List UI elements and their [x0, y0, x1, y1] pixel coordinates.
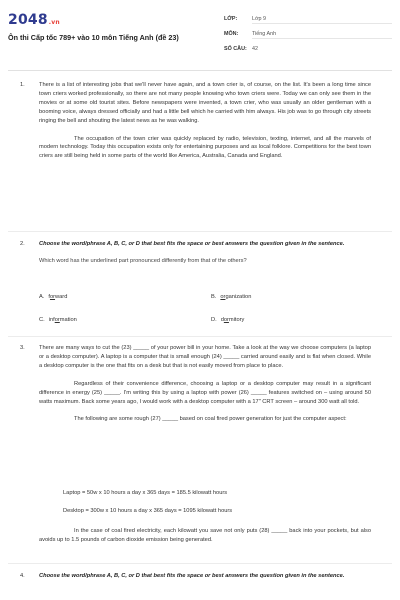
- question-number: 2.: [20, 241, 25, 247]
- meta-count-value: 42: [252, 46, 258, 52]
- q3-paragraph-4: In the case of coal fired electricity, each kilowatt you save not only puts (28) _____ back into your pockets, but also avoids up to 1.5 pounds of carbon dioxide emission being generated.: [39, 528, 371, 543]
- q2-option-c[interactable]: [39, 317, 77, 323]
- option-text-underlined: or: [49, 294, 56, 300]
- document-title: Ôn thi Cấp tốc 789+ vào 10 môn Tiếng Anh (đề 23): [8, 33, 179, 42]
- q3-paragraph-2: Regardless of their convenience difference, choosing a laptop or a desktop computer may result in a significant difference in energy (25) _____. I'm writing this by using a laptop with power (26) _____ features switched on – using around 50 watts maximum. Back some years ago, I would work with a desktop computer with a 17" CRT screen – around 300 watt all told.: [39, 380, 371, 405]
- option-text-post: mitory: [228, 317, 245, 323]
- divider: [8, 336, 392, 337]
- option-text-post: ganization: [225, 294, 252, 300]
- q2-prompt: Which word has the underlined part pronounced differently from that of the others?: [39, 257, 247, 264]
- option-text-post: mation: [59, 317, 77, 323]
- option-text-post: ward: [55, 294, 68, 300]
- logo-sub: .vn: [48, 19, 60, 26]
- option-text-underlined: or: [220, 294, 226, 300]
- question-number: 4.: [20, 573, 25, 579]
- q2-option-b[interactable]: [211, 294, 251, 300]
- q3-paragraph-1: There are many ways to cut the (23) _____ of your power bill in your home. Take a look at the way we choose computers (a laptop or a desktop computer). A laptop is a computer that is small enough (24) _____ carried around easily and is flat when closed. While a desktop computer is the one that fits on a desk but that is not easily moved from place to place.: [39, 345, 371, 369]
- option-text-pre: inf: [48, 317, 55, 323]
- logo-main: 2048: [8, 12, 48, 28]
- option-text-underlined: or: [54, 317, 60, 323]
- header-divider: [8, 70, 392, 71]
- q1-paragraph-1: There is a list of interesting jobs that we'll never have again, and a town crier is, of course, on the list. It's been a long time since town criers worked professionally, so there are not many people knowing who town criers were. Today we can only see them in the movies or at some old tourist sites. Before newspapers were invented, a town crier, who was usually an older gentleman with a booming voice, always dressed officially and had a little bell which he carried with him always. His job was to go through city streets ringing the bell and shouting the latest news as he was walking.: [39, 82, 371, 124]
- divider: [8, 231, 392, 232]
- option-label: A.: [39, 294, 45, 300]
- meta-subject-key: MÔN:: [224, 31, 239, 37]
- option-label: D.: [211, 317, 217, 323]
- q1-paragraph-2: The occupation of the town crier was quickly replaced by radio, television, texting, internet, and all the marvels of modern technology. Today this occupation exists only for entertaining purposes and as local folklore. Competitions for the best town criers are still being held in some parts of the world like America, Australia, Canada and England.: [39, 135, 371, 160]
- meta-grade-value: Lớp 9: [252, 16, 267, 22]
- q2-option-a[interactable]: [39, 294, 67, 300]
- q3-formula-desktop: Desktop = 300w x 10 hours a day x 365 days = 1095 kilowatt hours: [63, 508, 233, 514]
- q2-instruction: Choose the word/phrase A, B, C, or D that best fits the space or best answers the question given in the sentence.: [39, 241, 345, 247]
- option-label: C.: [39, 317, 45, 323]
- meta-subject-value: Tiếng Anh: [252, 31, 277, 37]
- q3-formula-laptop: Laptop = 50w x 10 hours a day x 365 days = 185.5 kilowatt hours: [63, 490, 228, 496]
- page-header: [0, 0, 400, 64]
- question-number: 1.: [20, 82, 25, 88]
- option-text-underlined: or: [223, 317, 229, 323]
- meta-grade-key: LỚP:: [224, 16, 238, 22]
- site-logo[interactable]: [8, 12, 60, 28]
- option-label: B.: [211, 294, 217, 300]
- option-text-pre: f: [48, 294, 50, 300]
- q3-paragraph-3: The following are some rough (27) _____ based on coal fired power generation for just the computer aspect:: [74, 416, 347, 423]
- q2-option-d[interactable]: [211, 317, 244, 323]
- meta-count-key: SỐ CÂU:: [224, 46, 247, 52]
- q4-instruction: Choose the word/phrase A, B, C, or D that best fits the space or best answers the question given in the sentence.: [39, 573, 345, 579]
- option-text-pre: d: [220, 317, 224, 323]
- divider: [8, 563, 392, 564]
- question-number: 3.: [20, 345, 25, 351]
